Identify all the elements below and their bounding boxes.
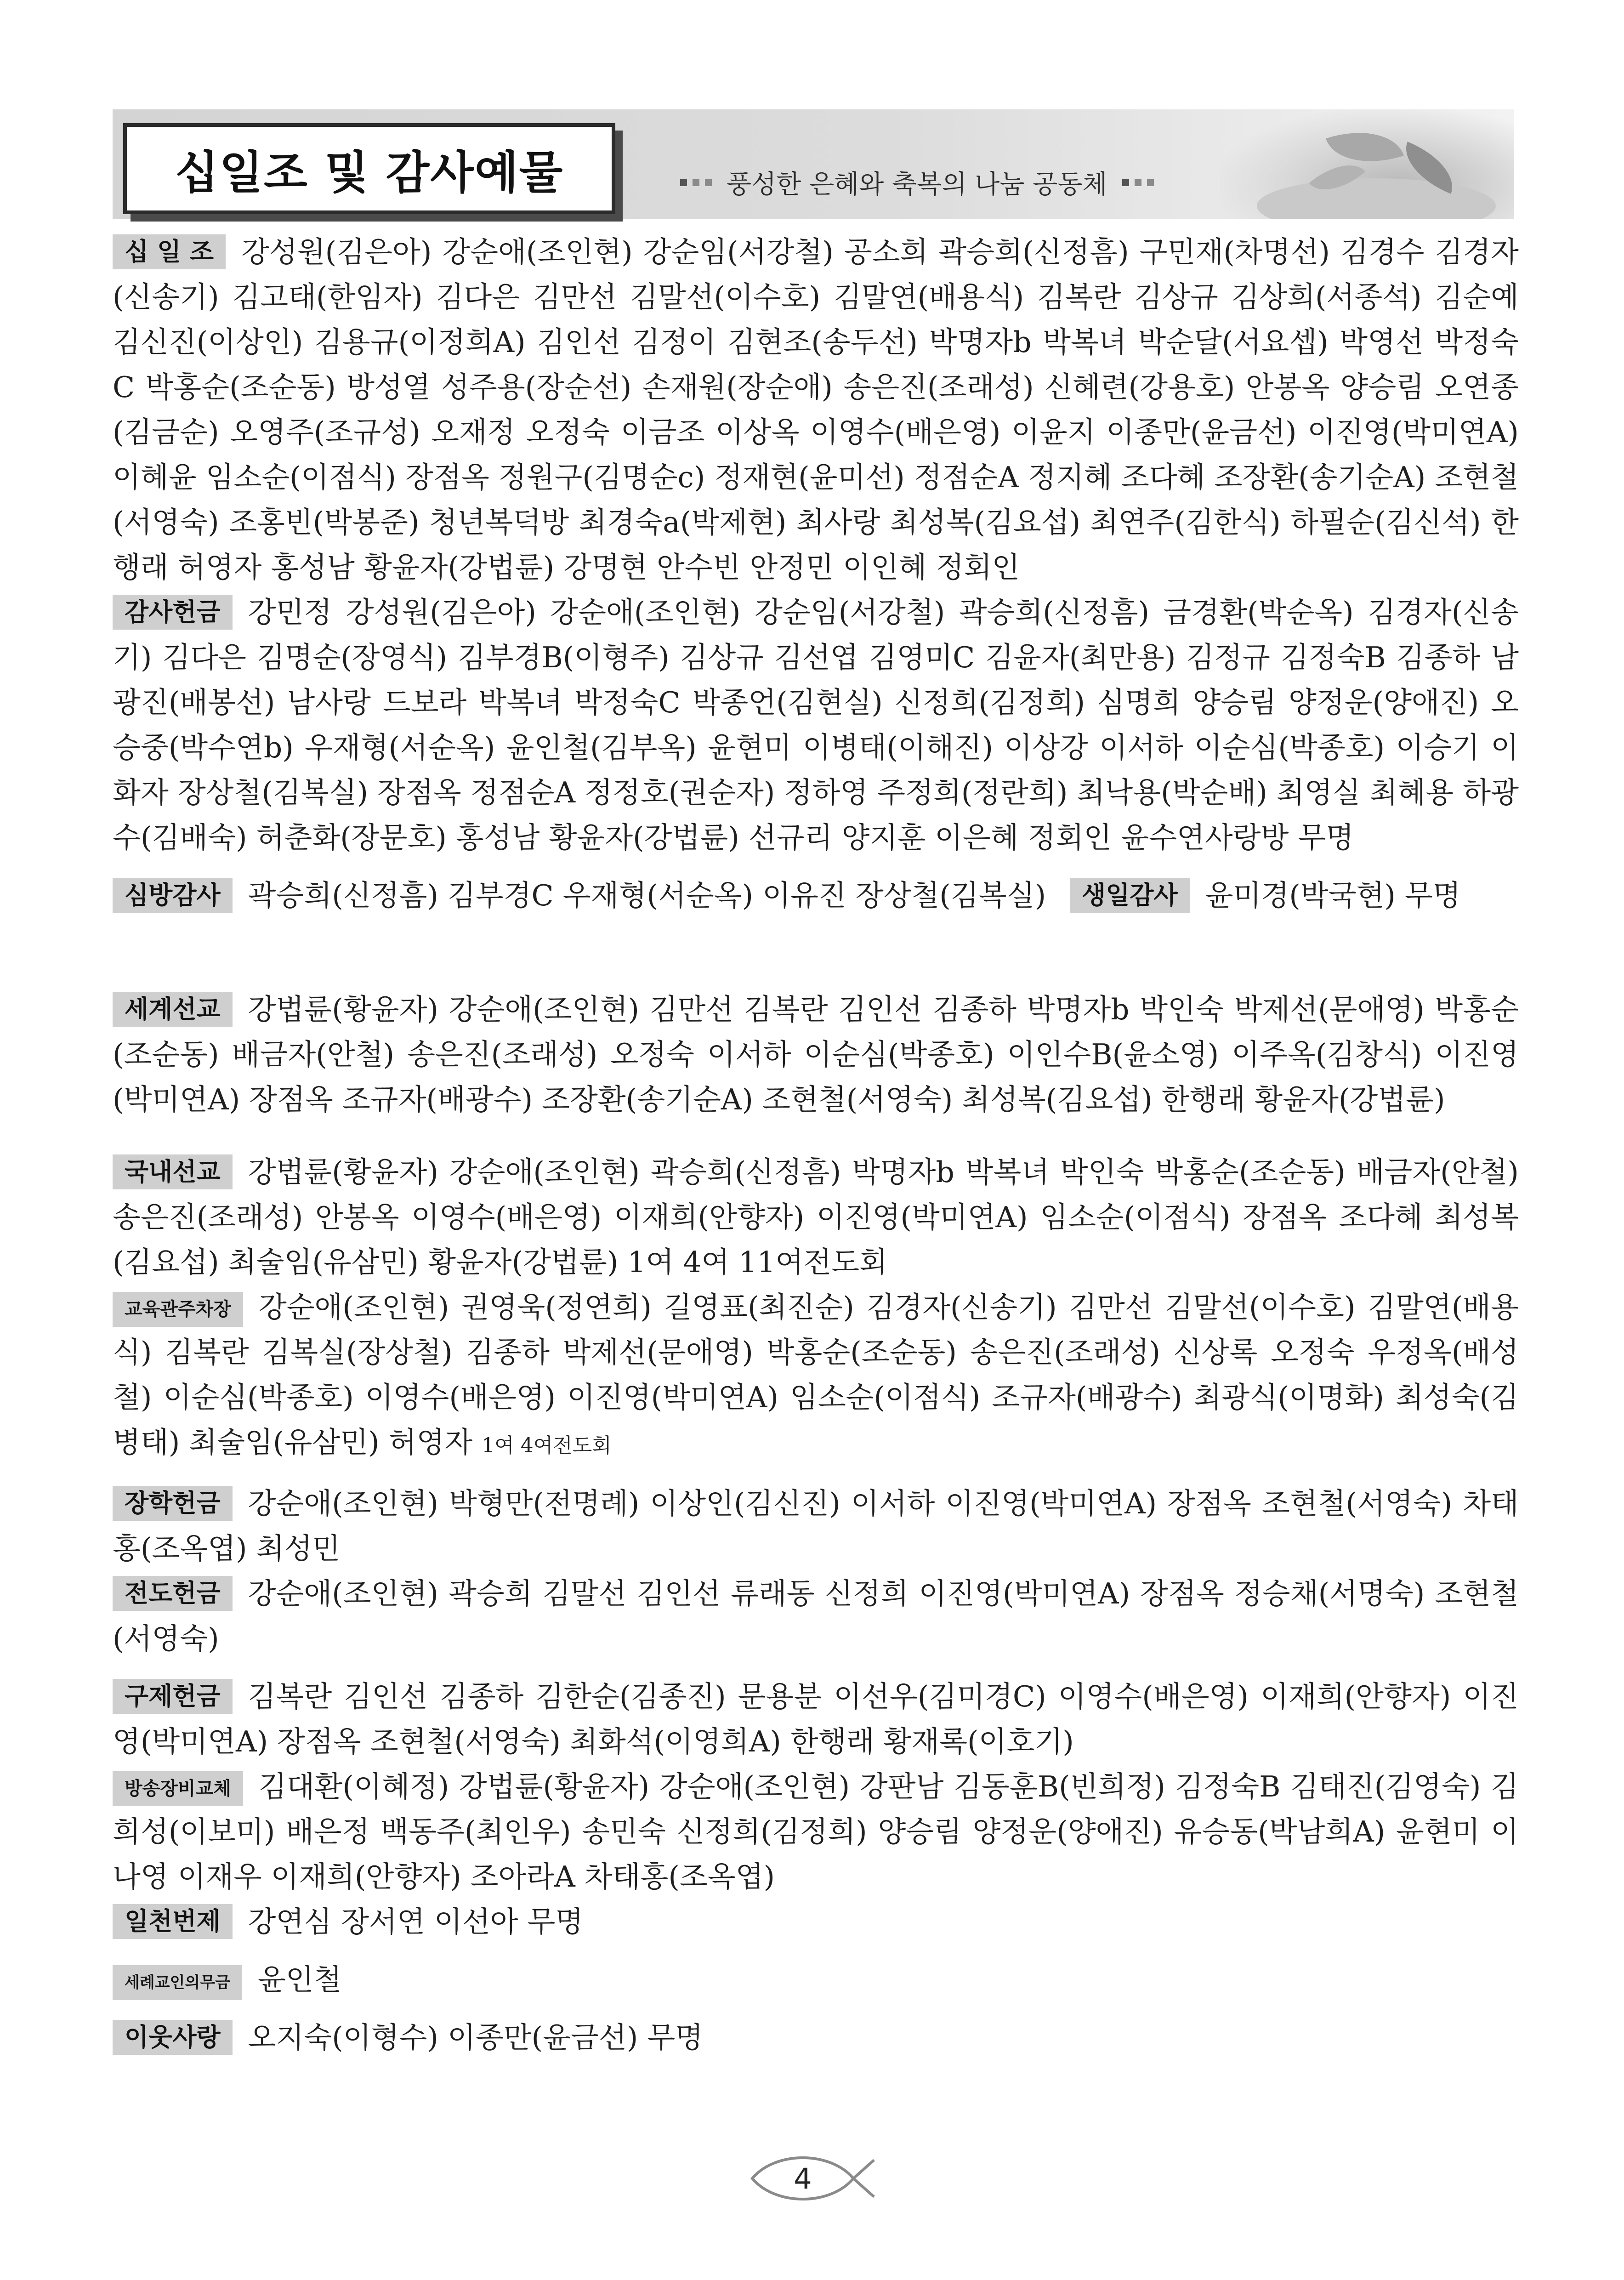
section-birthday xyxy=(1070,873,1461,918)
section-visit xyxy=(113,873,1046,918)
section-evangelism xyxy=(113,1571,1519,1661)
section-text-thousandth: 강연심 장서연 이선아 무명 xyxy=(248,1905,584,1939)
section-label-neighbor: 이웃사랑 xyxy=(113,2020,233,2055)
dots-decoration-left xyxy=(680,179,712,186)
section-text-education: 강순애(조인현) 권영욱(정연희) 길영표(최진순) 김경자(신송기) 김만선 김말선(이수호) 김말연(배용식) 김복란 김복실(장상철) 김종하 박제선(문애영) 박홍순(조순동) 송은진(조래성) 신상록 오정숙 우정옥(배성철) 이순심(박종호) 이영수(배은영) 이진영(박미연A) 임소순(이점식) 조규자(배광수) 최광식(이명화) 최성숙(김병태) 최술임(유삼민) 허영자 xyxy=(113,1291,1519,1459)
section-label-broadcast: 방송장비교체 xyxy=(113,1771,243,1806)
section-label-scholarship: 장학헌금 xyxy=(113,1486,233,1521)
section-label-evangelism: 전도헌금 xyxy=(113,1576,233,1611)
section-label-tithe: 십 일 조 xyxy=(113,234,226,269)
section-text-visit: 곽승희(신정흠) 김부경C 우재형(서순옥) 이유진 장상철(김복실) xyxy=(248,879,1046,912)
page-title: 십일조 및 감사예물 xyxy=(175,146,564,199)
section-text-thanks: 강민정 강성원(김은아) 강순애(조인현) 강순임(서강철) 곽승희(신정흠) 금경환(박순옥) 김경자(신송기) 김다은 김명순(장영식) 김부경B(이형주) 김상규 김선엽 김영미C 김윤자(최만용) 김정규 김정숙B 김종하 남광진(배봉선) 남사랑 드보라 박복녀 박정숙C 박종언(김현실) 신정희(김정희) 심명희 양승림 양정운(양애진) 오승중(박수연b) 우재형(서순옥) 윤인철(김부옥) 윤현미 이병태(이해진) 이상강 이서하 이순심(박종호) 이승기 이화자 장상철(김복실) 장점옥 정점순A 정정호(권순자) 정하영 주정희(정란희) 최낙용(박순배) 최영실 최혜용 하광수(김배숙) 허춘화(장문호) 홍성남 황윤자(강법륜) 선규리 양지훈 이은혜 정회인 윤수연사랑방 무명 xyxy=(113,596,1519,854)
section-scholarship xyxy=(113,1481,1519,1571)
section-relief xyxy=(113,1674,1519,1764)
section-label-thousandth: 일천번제 xyxy=(113,1904,233,1939)
page-title-box xyxy=(123,123,615,214)
section-text-relief: 김복란 김인선 김종하 김한순(김종진) 문용분 이선우(김미경C) 이영수(배은영) 이재희(안향자) 이진영(박미연A) 장점옥 조현철(서영숙) 최화석(이영희A) 한행래 황재록(이호기) xyxy=(113,1680,1519,1758)
section-label-thanks: 감사헌금 xyxy=(113,595,233,630)
section-education xyxy=(113,1285,1519,1468)
section-label-relief: 구제헌금 xyxy=(113,1679,233,1714)
section-text-domestic-mission: 강법륜(황윤자) 강순애(조인현) 곽승희(신정흠) 박명자b 박복녀 박인숙 박홍순(조순동) 배금자(안철) 송은진(조래성) 안봉옥 이영수(배은영) 이재희(안향자) 이진영(박미연A) 임소순(이점식) 장점옥 조다혜 최성복(김요섭) 최술임(유삼민) 황윤자(강법륜) 1여 4여 11여전도회 xyxy=(113,1155,1519,1279)
section-domestic-mission xyxy=(113,1150,1519,1285)
section-text-broadcast: 김대환(이혜정) 강법륜(황윤자) 강순애(조인현) 강판남 김동훈B(빈희정) 김정숙B 김태진(김영숙) 김희성(이보미) 배은정 백동주(최인우) 송민숙 신정희(김정희) 양승림 양정운(양애진) 유승동(박남희A) 윤현미 이나영 이재우 이재희(안향자) 조아라A 차태홍(조옥엽) xyxy=(113,1770,1519,1893)
section-neighbor xyxy=(113,2015,1519,2060)
section-thanks xyxy=(113,590,1519,860)
section-text-baptism: 윤인철 xyxy=(257,1963,342,1996)
section-text-neighbor: 오지숙(이형수) 이종만(윤금선) 무명 xyxy=(248,2021,704,2054)
section-baptism xyxy=(113,1957,1519,2002)
offering-list xyxy=(113,230,1519,2060)
section-text-evangelism: 강순애(조인현) 곽승희 김말선 김인선 류래동 신정희 이진영(박미연A) 장점옥 정승채(서명숙) 조현철(서영숙) xyxy=(113,1577,1519,1655)
section-label-domestic-mission: 국내선교 xyxy=(113,1154,233,1189)
section-world-mission xyxy=(113,987,1519,1122)
section-text-birthday: 윤미경(박국현) 무명 xyxy=(1205,879,1461,912)
section-label-birthday: 생일감사 xyxy=(1070,878,1190,913)
section-label-visit: 심방감사 xyxy=(113,878,233,913)
section-tithe xyxy=(113,230,1519,590)
section-visit-birthday xyxy=(113,873,1519,918)
section-label-baptism: 세례교인의무금 xyxy=(113,1965,242,2000)
page-number xyxy=(743,2146,881,2211)
dots-decoration-right xyxy=(1122,179,1154,186)
section-text-scholarship: 강순애(조인현) 박형만(전명례) 이상인(김신진) 이서하 이진영(박미연A) 장점옥 조현철(서영숙) 차태홍(조옥엽) 최성민 xyxy=(113,1487,1519,1565)
page-number-text: 4 xyxy=(794,2161,812,2195)
header-photo-plant-hands xyxy=(1220,109,1514,219)
page-subtitle xyxy=(680,157,1154,208)
section-thousandth xyxy=(113,1899,1519,1945)
section-broadcast xyxy=(113,1764,1519,1899)
section-suffix-education: 1여 4여전도회 xyxy=(482,1434,612,1457)
hands-decoration xyxy=(1257,178,1496,219)
subtitle-text: 풍성한 은혜와 축복의 나눔 공동체 xyxy=(727,170,1107,199)
section-text-world-mission: 강법륜(황윤자) 강순애(조인현) 김만선 김복란 김인선 김종하 박명자b 박인숙 박제선(문애영) 박홍순(조순동) 배금자(안철) 송은진(조래성) 오정숙 이서하 이순심(박종호) 이인수B(윤소영) 이주옥(김창식) 이진영(박미연A) 장점옥 조규자(배광수) 조장환(송기순A) 조현철(서영숙) 최성복(김요섭) 한행래 황윤자(강법륜) xyxy=(113,993,1519,1116)
section-label-education: 교육관주차장 xyxy=(113,1292,243,1327)
section-label-world-mission: 세계선교 xyxy=(113,992,233,1027)
section-text-tithe: 강성원(김은아) 강순애(조인현) 강순임(서강철) 공소희 곽승희(신정흠) 구민재(차명선) 김경수 김경자(신송기) 김고태(한임자) 김다은 김만선 김말선(이수호) 김말연(배용식) 김복란 김상규 김상희(서종석) 김순예 김신진(이상인) 김용규(이정희A) 김인선 김정이 김현조(송두선) 박명자b 박복녀 박순달(서요셉) 박영선 박정숙C 박홍순(조순동) 방성열 성주용(장순선) 손재원(장순애) 송은진(조래성) 신혜련(강용호) 안봉옥 양승림 오연종(김금순) 오영주(조규성) 오재정 오정숙 이금조 이상옥 이영수(배은영) 이윤지 이종만(윤금선) 이진영(박미연A) 이혜윤 임소순(이점식) 장점옥 정원구(김명순c) 정재현(윤미선) 정점순A 정지혜 조다혜 조장환(송기순A) 조현철(서영숙) 조홍빈(박봉준) 청년복덕방 최경숙a(박제현) 최사랑 최성복(김요섭) 최연주(김한식) 하필순(김신석) 한행래 허영자 홍성남 황윤자(강법륜) 강명현 안수빈 안정민 이인혜 정회인 xyxy=(113,235,1519,584)
